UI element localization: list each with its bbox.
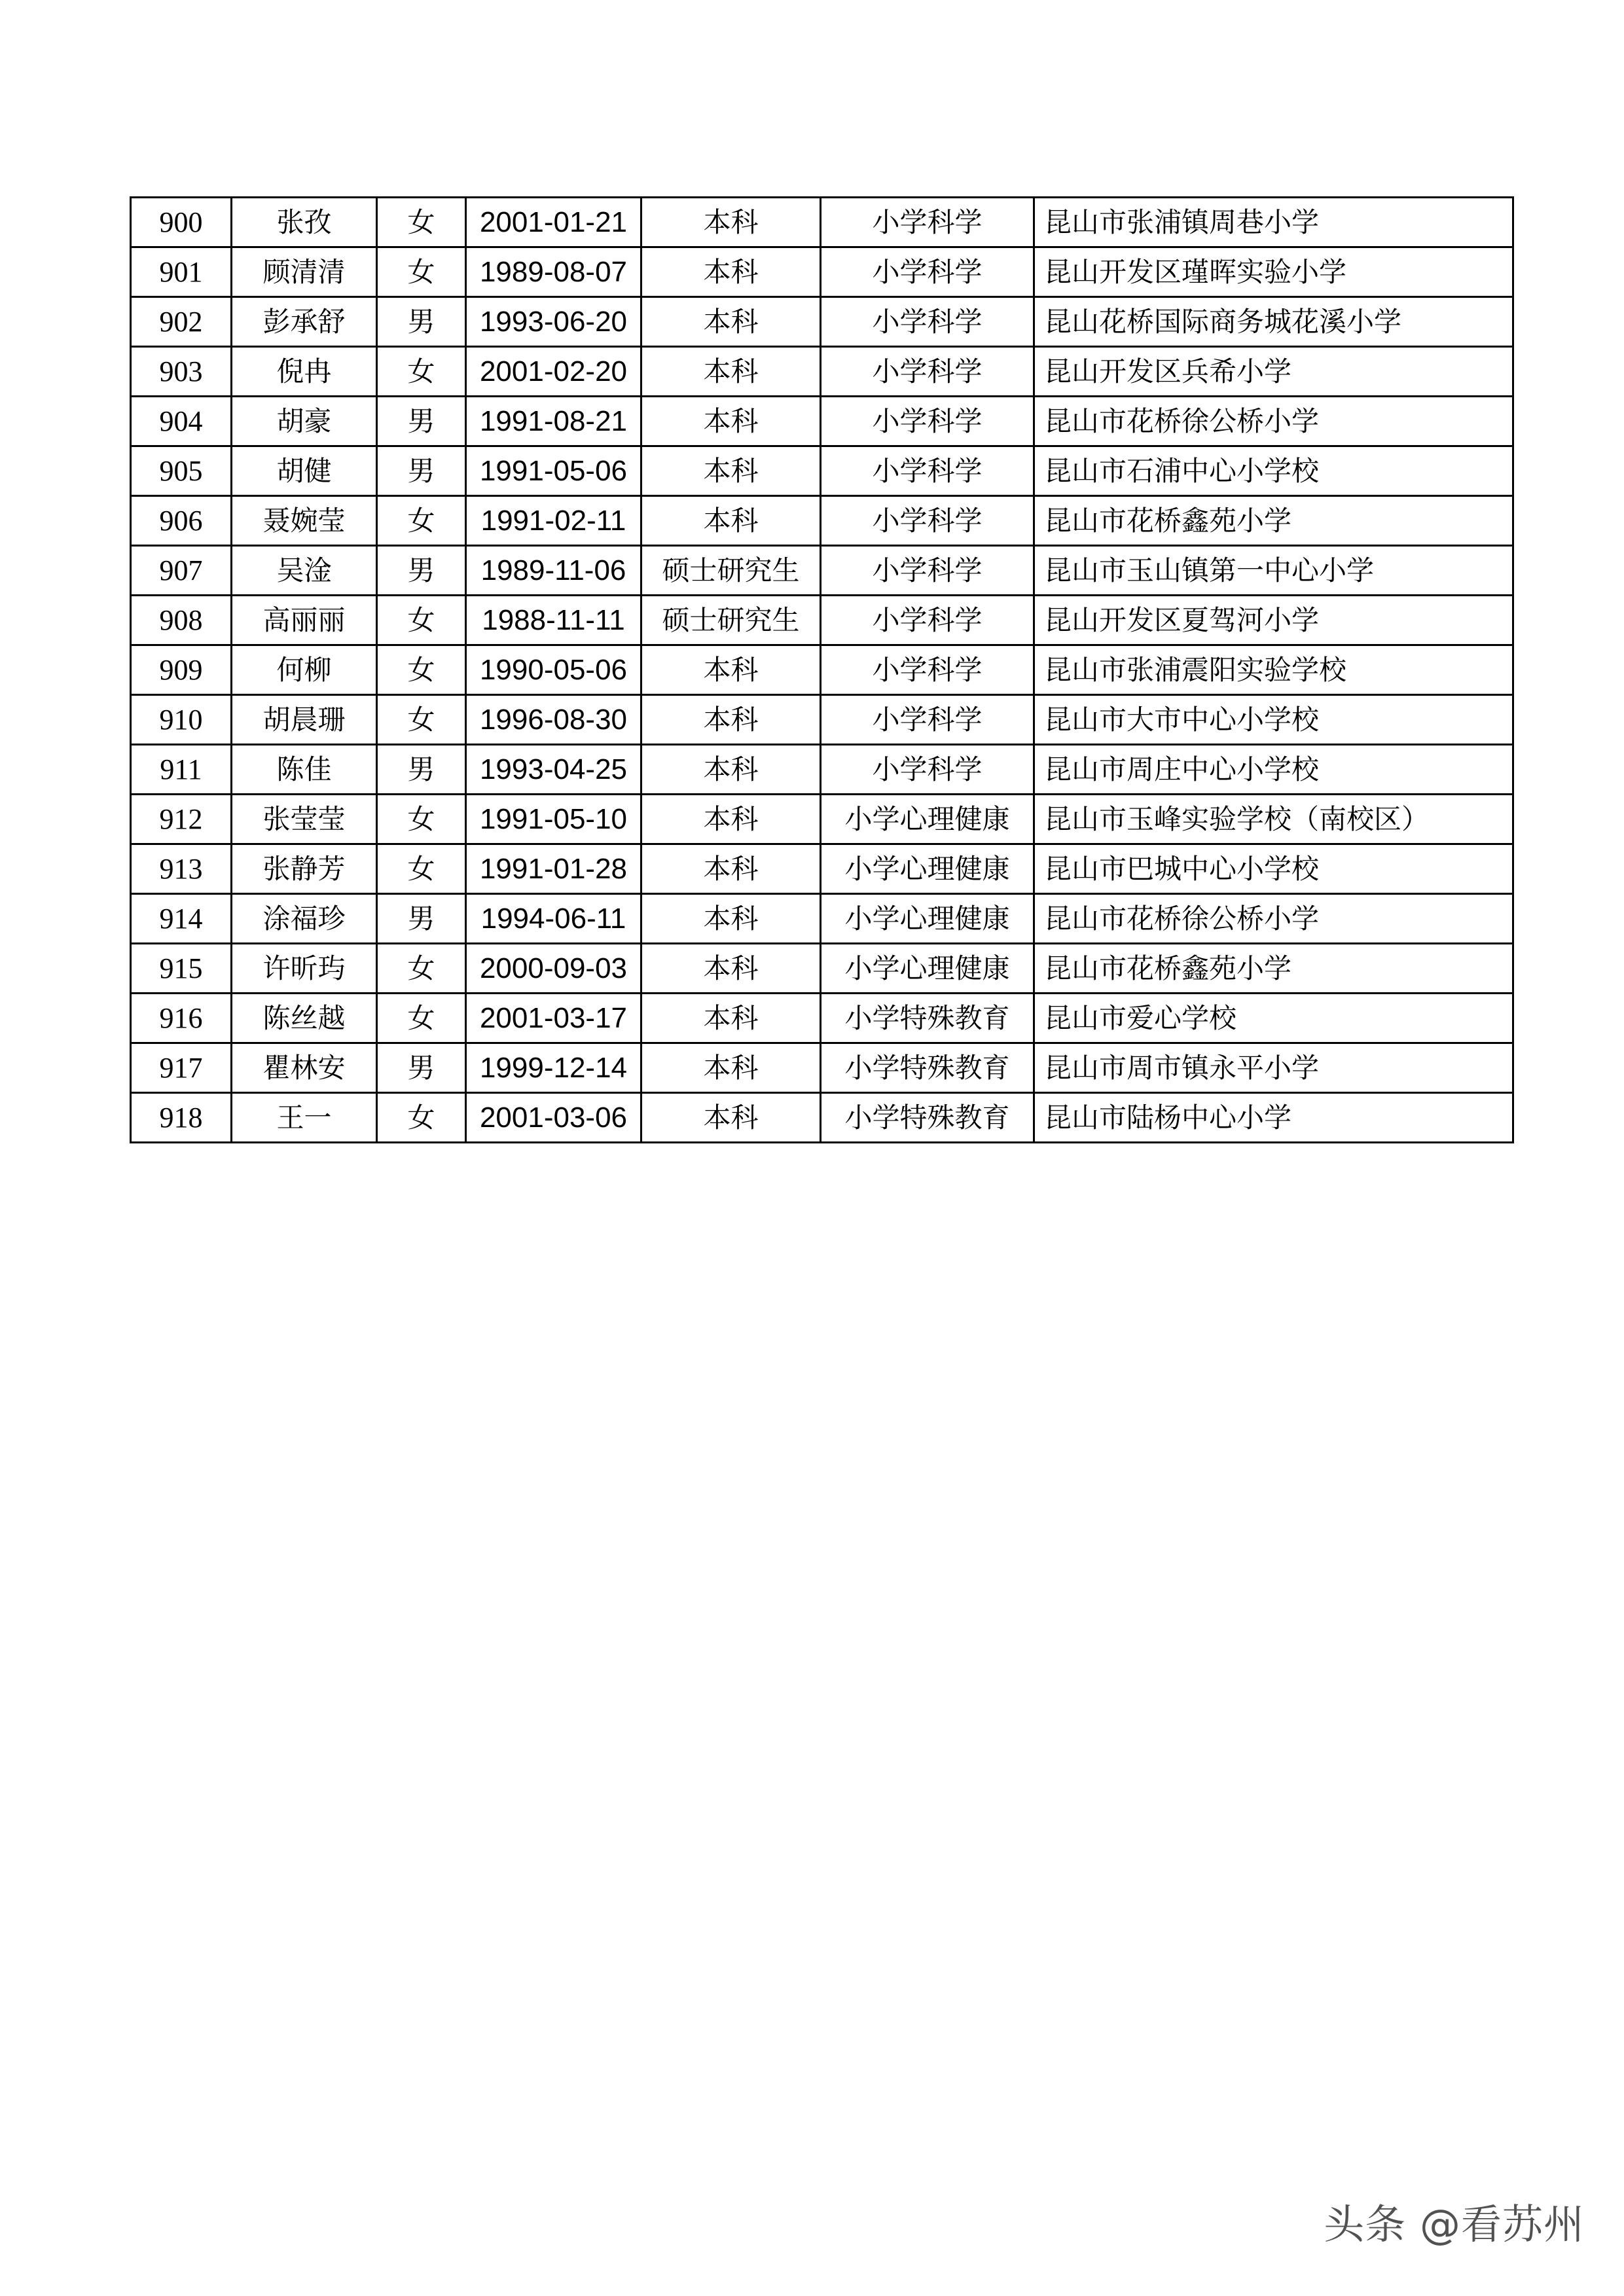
cell-gender: 女	[377, 496, 466, 546]
cell-subject: 小学心理健康	[821, 894, 1034, 944]
table-row	[131, 397, 1513, 446]
cell-name: 张莹莹	[232, 795, 377, 844]
cell-name: 许昕玙	[232, 944, 377, 994]
cell-number: 912	[131, 795, 232, 844]
table-row	[131, 894, 1513, 944]
cell-subject: 小学特殊教育	[821, 1043, 1034, 1093]
cell-gender: 女	[377, 795, 466, 844]
cell-education: 本科	[641, 397, 821, 446]
cell-birth-date: 1991-05-06	[466, 446, 641, 496]
cell-birth-date: 1996-08-30	[466, 695, 641, 745]
cell-name: 聂婉莹	[232, 496, 377, 546]
cell-name: 高丽丽	[232, 596, 377, 645]
cell-name: 涂福珍	[232, 894, 377, 944]
cell-birth-date: 1991-05-10	[466, 795, 641, 844]
cell-education: 本科	[641, 496, 821, 546]
cell-gender: 男	[377, 894, 466, 944]
cell-subject: 小学特殊教育	[821, 994, 1034, 1043]
table-row	[131, 1093, 1513, 1143]
cell-birth-date: 1990-05-06	[466, 645, 641, 695]
table-row	[131, 198, 1513, 247]
cell-number: 901	[131, 247, 232, 297]
cell-school: 昆山市张浦震阳实验学校	[1034, 645, 1513, 695]
cell-education: 本科	[641, 844, 821, 894]
cell-gender: 女	[377, 198, 466, 247]
cell-school: 昆山市花桥鑫苑小学	[1034, 944, 1513, 994]
cell-subject: 小学心理健康	[821, 844, 1034, 894]
cell-school: 昆山市陆杨中心小学	[1034, 1093, 1513, 1143]
cell-gender: 女	[377, 944, 466, 994]
cell-education: 本科	[641, 297, 821, 347]
table-row	[131, 347, 1513, 397]
table-row	[131, 645, 1513, 695]
cell-school: 昆山市周市镇永平小学	[1034, 1043, 1513, 1093]
cell-subject: 小学科学	[821, 397, 1034, 446]
cell-education: 本科	[641, 695, 821, 745]
cell-subject: 小学科学	[821, 247, 1034, 297]
cell-number: 918	[131, 1093, 232, 1143]
cell-number: 902	[131, 297, 232, 347]
cell-number: 907	[131, 546, 232, 596]
cell-school: 昆山市大市中心小学校	[1034, 695, 1513, 745]
cell-school: 昆山开发区瑾晖实验小学	[1034, 247, 1513, 297]
cell-education: 本科	[641, 645, 821, 695]
cell-education: 硕士研究生	[641, 596, 821, 645]
cell-number: 906	[131, 496, 232, 546]
cell-school: 昆山市张浦镇周巷小学	[1034, 198, 1513, 247]
table-row	[131, 446, 1513, 496]
cell-number: 903	[131, 347, 232, 397]
table-row	[131, 994, 1513, 1043]
cell-subject: 小学科学	[821, 745, 1034, 795]
cell-number: 917	[131, 1043, 232, 1093]
cell-name: 张孜	[232, 198, 377, 247]
cell-school: 昆山市石浦中心小学校	[1034, 446, 1513, 496]
cell-name: 陈佳	[232, 745, 377, 795]
cell-birth-date: 2000-09-03	[466, 944, 641, 994]
cell-school: 昆山市花桥徐公桥小学	[1034, 397, 1513, 446]
cell-school: 昆山市周庄中心小学校	[1034, 745, 1513, 795]
table-row	[131, 247, 1513, 297]
cell-name: 瞿林安	[232, 1043, 377, 1093]
cell-number: 910	[131, 695, 232, 745]
cell-birth-date: 2001-03-06	[466, 1093, 641, 1143]
cell-number: 911	[131, 745, 232, 795]
cell-education: 本科	[641, 795, 821, 844]
cell-name: 胡晨珊	[232, 695, 377, 745]
cell-education: 本科	[641, 198, 821, 247]
cell-birth-date: 1991-01-28	[466, 844, 641, 894]
cell-education: 本科	[641, 347, 821, 397]
cell-gender: 女	[377, 695, 466, 745]
cell-education: 本科	[641, 1043, 821, 1093]
cell-number: 914	[131, 894, 232, 944]
cell-school: 昆山市花桥徐公桥小学	[1034, 894, 1513, 944]
cell-gender: 男	[377, 297, 466, 347]
cell-birth-date: 1993-06-20	[466, 297, 641, 347]
cell-education: 本科	[641, 994, 821, 1043]
cell-school: 昆山花桥国际商务城花溪小学	[1034, 297, 1513, 347]
cell-number: 909	[131, 645, 232, 695]
cell-subject: 小学科学	[821, 496, 1034, 546]
cell-birth-date: 2001-02-20	[466, 347, 641, 397]
cell-name: 胡健	[232, 446, 377, 496]
cell-education: 硕士研究生	[641, 546, 821, 596]
cell-number: 905	[131, 446, 232, 496]
roster-table	[130, 196, 1514, 1143]
cell-birth-date: 1991-08-21	[466, 397, 641, 446]
cell-name: 王一	[232, 1093, 377, 1143]
cell-school: 昆山开发区夏驾河小学	[1034, 596, 1513, 645]
cell-name: 张静芳	[232, 844, 377, 894]
table-row	[131, 496, 1513, 546]
cell-subject: 小学科学	[821, 645, 1034, 695]
roster-body	[131, 198, 1513, 1143]
cell-gender: 女	[377, 247, 466, 297]
cell-gender: 男	[377, 1043, 466, 1093]
cell-school: 昆山市花桥鑫苑小学	[1034, 496, 1513, 546]
cell-birth-date: 1988-11-11	[466, 596, 641, 645]
cell-birth-date: 1999-12-14	[466, 1043, 641, 1093]
cell-birth-date: 1991-02-11	[466, 496, 641, 546]
cell-name: 陈丝越	[232, 994, 377, 1043]
cell-number: 915	[131, 944, 232, 994]
table-row	[131, 596, 1513, 645]
table-row	[131, 745, 1513, 795]
cell-gender: 女	[377, 347, 466, 397]
cell-birth-date: 2001-03-17	[466, 994, 641, 1043]
cell-gender: 男	[377, 546, 466, 596]
cell-gender: 女	[377, 596, 466, 645]
table-row	[131, 844, 1513, 894]
cell-subject: 小学心理健康	[821, 944, 1034, 994]
cell-number: 916	[131, 994, 232, 1043]
cell-name: 何柳	[232, 645, 377, 695]
cell-subject: 小学科学	[821, 446, 1034, 496]
cell-name: 顾清清	[232, 247, 377, 297]
cell-gender: 男	[377, 745, 466, 795]
cell-name: 彭承舒	[232, 297, 377, 347]
cell-name: 倪冉	[232, 347, 377, 397]
cell-birth-date: 1993-04-25	[466, 745, 641, 795]
cell-number: 904	[131, 397, 232, 446]
cell-birth-date: 1989-08-07	[466, 247, 641, 297]
cell-subject: 小学科学	[821, 695, 1034, 745]
cell-school: 昆山市巴城中心小学校	[1034, 844, 1513, 894]
cell-gender: 男	[377, 397, 466, 446]
cell-school: 昆山开发区兵希小学	[1034, 347, 1513, 397]
cell-subject: 小学科学	[821, 546, 1034, 596]
cell-education: 本科	[641, 944, 821, 994]
cell-subject: 小学科学	[821, 347, 1034, 397]
cell-gender: 男	[377, 446, 466, 496]
cell-gender: 女	[377, 844, 466, 894]
cell-birth-date: 1989-11-06	[466, 546, 641, 596]
cell-birth-date: 1994-06-11	[466, 894, 641, 944]
table-row	[131, 546, 1513, 596]
cell-subject: 小学科学	[821, 198, 1034, 247]
cell-birth-date: 2001-01-21	[466, 198, 641, 247]
cell-education: 本科	[641, 1093, 821, 1143]
cell-education: 本科	[641, 894, 821, 944]
cell-education: 本科	[641, 745, 821, 795]
cell-subject: 小学心理健康	[821, 795, 1034, 844]
cell-gender: 女	[377, 994, 466, 1043]
cell-name: 吴淦	[232, 546, 377, 596]
cell-subject: 小学科学	[821, 596, 1034, 645]
cell-gender: 女	[377, 1093, 466, 1143]
table-row	[131, 297, 1513, 347]
watermark-text: 头条 @看苏州	[1324, 2200, 1585, 2248]
cell-school: 昆山市玉山镇第一中心小学	[1034, 546, 1513, 596]
cell-number: 913	[131, 844, 232, 894]
cell-subject: 小学科学	[821, 297, 1034, 347]
table-row	[131, 1043, 1513, 1093]
cell-education: 本科	[641, 247, 821, 297]
cell-gender: 女	[377, 645, 466, 695]
cell-school: 昆山市玉峰实验学校（南校区）	[1034, 795, 1513, 844]
cell-number: 900	[131, 198, 232, 247]
cell-school: 昆山市爱心学校	[1034, 994, 1513, 1043]
table-row	[131, 695, 1513, 745]
table-row	[131, 944, 1513, 994]
table-row	[131, 795, 1513, 844]
cell-education: 本科	[641, 446, 821, 496]
cell-subject: 小学特殊教育	[821, 1093, 1034, 1143]
cell-name: 胡豪	[232, 397, 377, 446]
cell-number: 908	[131, 596, 232, 645]
